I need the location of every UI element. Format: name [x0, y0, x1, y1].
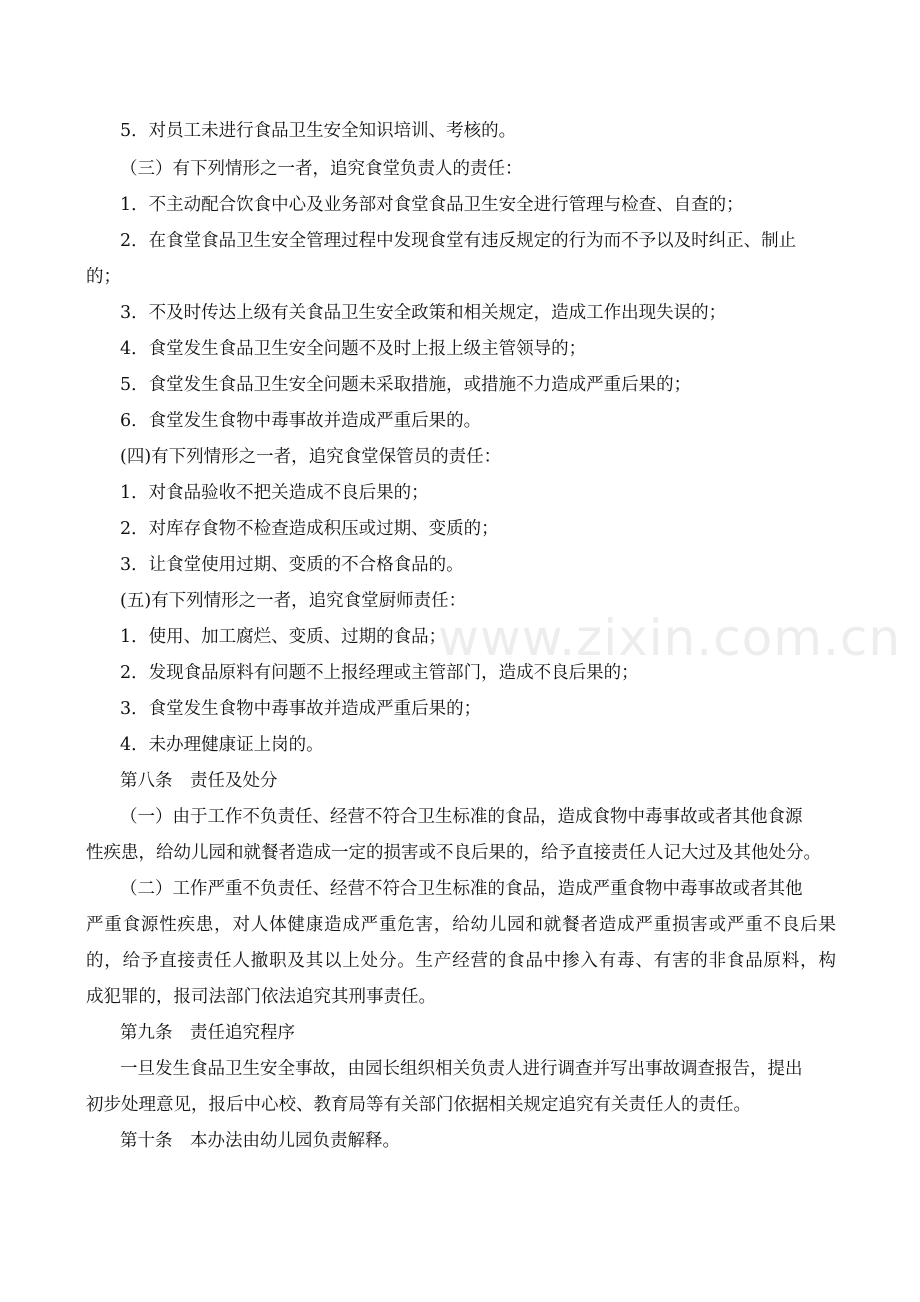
- watermark: www.zixin.com.cn: [438, 609, 902, 667]
- text-line: 2．发现食品原料有问题不上报经理或主管部门，造成不良后果的；: [120, 663, 639, 683]
- text-line: 6．食堂发生食物中毒事故并造成严重后果的。: [120, 411, 482, 431]
- text-line: 3．不及时传达上级有关食品卫生安全政策和相关规定，造成工作出现失误的；: [120, 303, 727, 323]
- text-line: 4．未办理健康证上岗的。: [120, 735, 324, 755]
- article-heading: 第十条 本办法由幼儿园负责解释。: [120, 1131, 400, 1151]
- text-line: （二）工作严重不负责任、经营不符合卫生标准的食品，造成严重食物中毒事故或者其他: [120, 879, 803, 899]
- text-line: 1．不主动配合饮食中心及业务部对食堂食品卫生安全进行管理与检查、自查的；: [120, 195, 744, 215]
- article-heading: 第九条 责任追究程序: [120, 1023, 295, 1043]
- text-line: 3．食堂发生食物中毒事故并造成严重后果的；: [120, 699, 482, 719]
- text-line: 5．对员工未进行食品卫生安全知识培训、考核的。: [120, 121, 517, 141]
- text-line: 2．对库存食物不检查造成积压或过期、变质的；: [120, 519, 499, 539]
- text-line: （三）有下列情形之一者，追究食堂负责人的责任：: [120, 159, 523, 179]
- text-line: 3．让食堂使用过期、变质的不合格食品的。: [120, 555, 464, 575]
- text-line: 2．在食堂食品卫生安全管理过程中发现食堂有违反规定的行为而不予以及时纠正、制止: [120, 231, 797, 251]
- text-line: 一旦发生食品卫生安全事故，由园长组织相关负责人进行调查并写出事故调查报告，提出: [120, 1059, 803, 1079]
- text-line: 4．食堂发生食品卫生安全问题不及时上报上级主管领导的；: [120, 339, 587, 359]
- section-heading: (五)有下列情形之一者，追究食堂厨师责任：: [120, 591, 467, 611]
- text-line: 成犯罪的，报司法部门依法追究其刑事责任。: [86, 987, 436, 1007]
- text-line: 1．对食品验收不把关造成不良后果的；: [120, 483, 429, 503]
- text-line: 性疾患，给幼儿园和就餐者造成一定的损害或不良后果的，给予直接责任人记大过及其他处分。: [86, 843, 821, 863]
- text-line: 5．食堂发生食品卫生安全问题未采取措施，或措施不力造成严重后果的；: [120, 375, 692, 395]
- section-heading: (四)有下列情形之一者，追究食堂保管员的责任：: [120, 447, 502, 467]
- text-line: 严重食源性疾患，对人体健康造成严重危害，给幼儿园和就餐者造成严重损害或严重不良后果: [86, 915, 836, 935]
- text-line: 初步处理意见，报后中心校、教育局等有关部门依据相关规定追究有关责任人的责任。: [86, 1095, 751, 1115]
- text-line: 1．使用、加工腐烂、变质、过期的食品；: [120, 627, 447, 647]
- article-heading: 第八条 责任及处分: [120, 771, 278, 791]
- text-line: 的；: [86, 267, 121, 287]
- text-line: 的，给予直接责任人撤职及其以上处分。生产经营的食品中掺入有毒、有害的非食品原料，构: [86, 951, 836, 971]
- text-line: （一）由于工作不负责任、经营不符合卫生标准的食品，造成食物中毒事故或者其他食源: [120, 807, 803, 827]
